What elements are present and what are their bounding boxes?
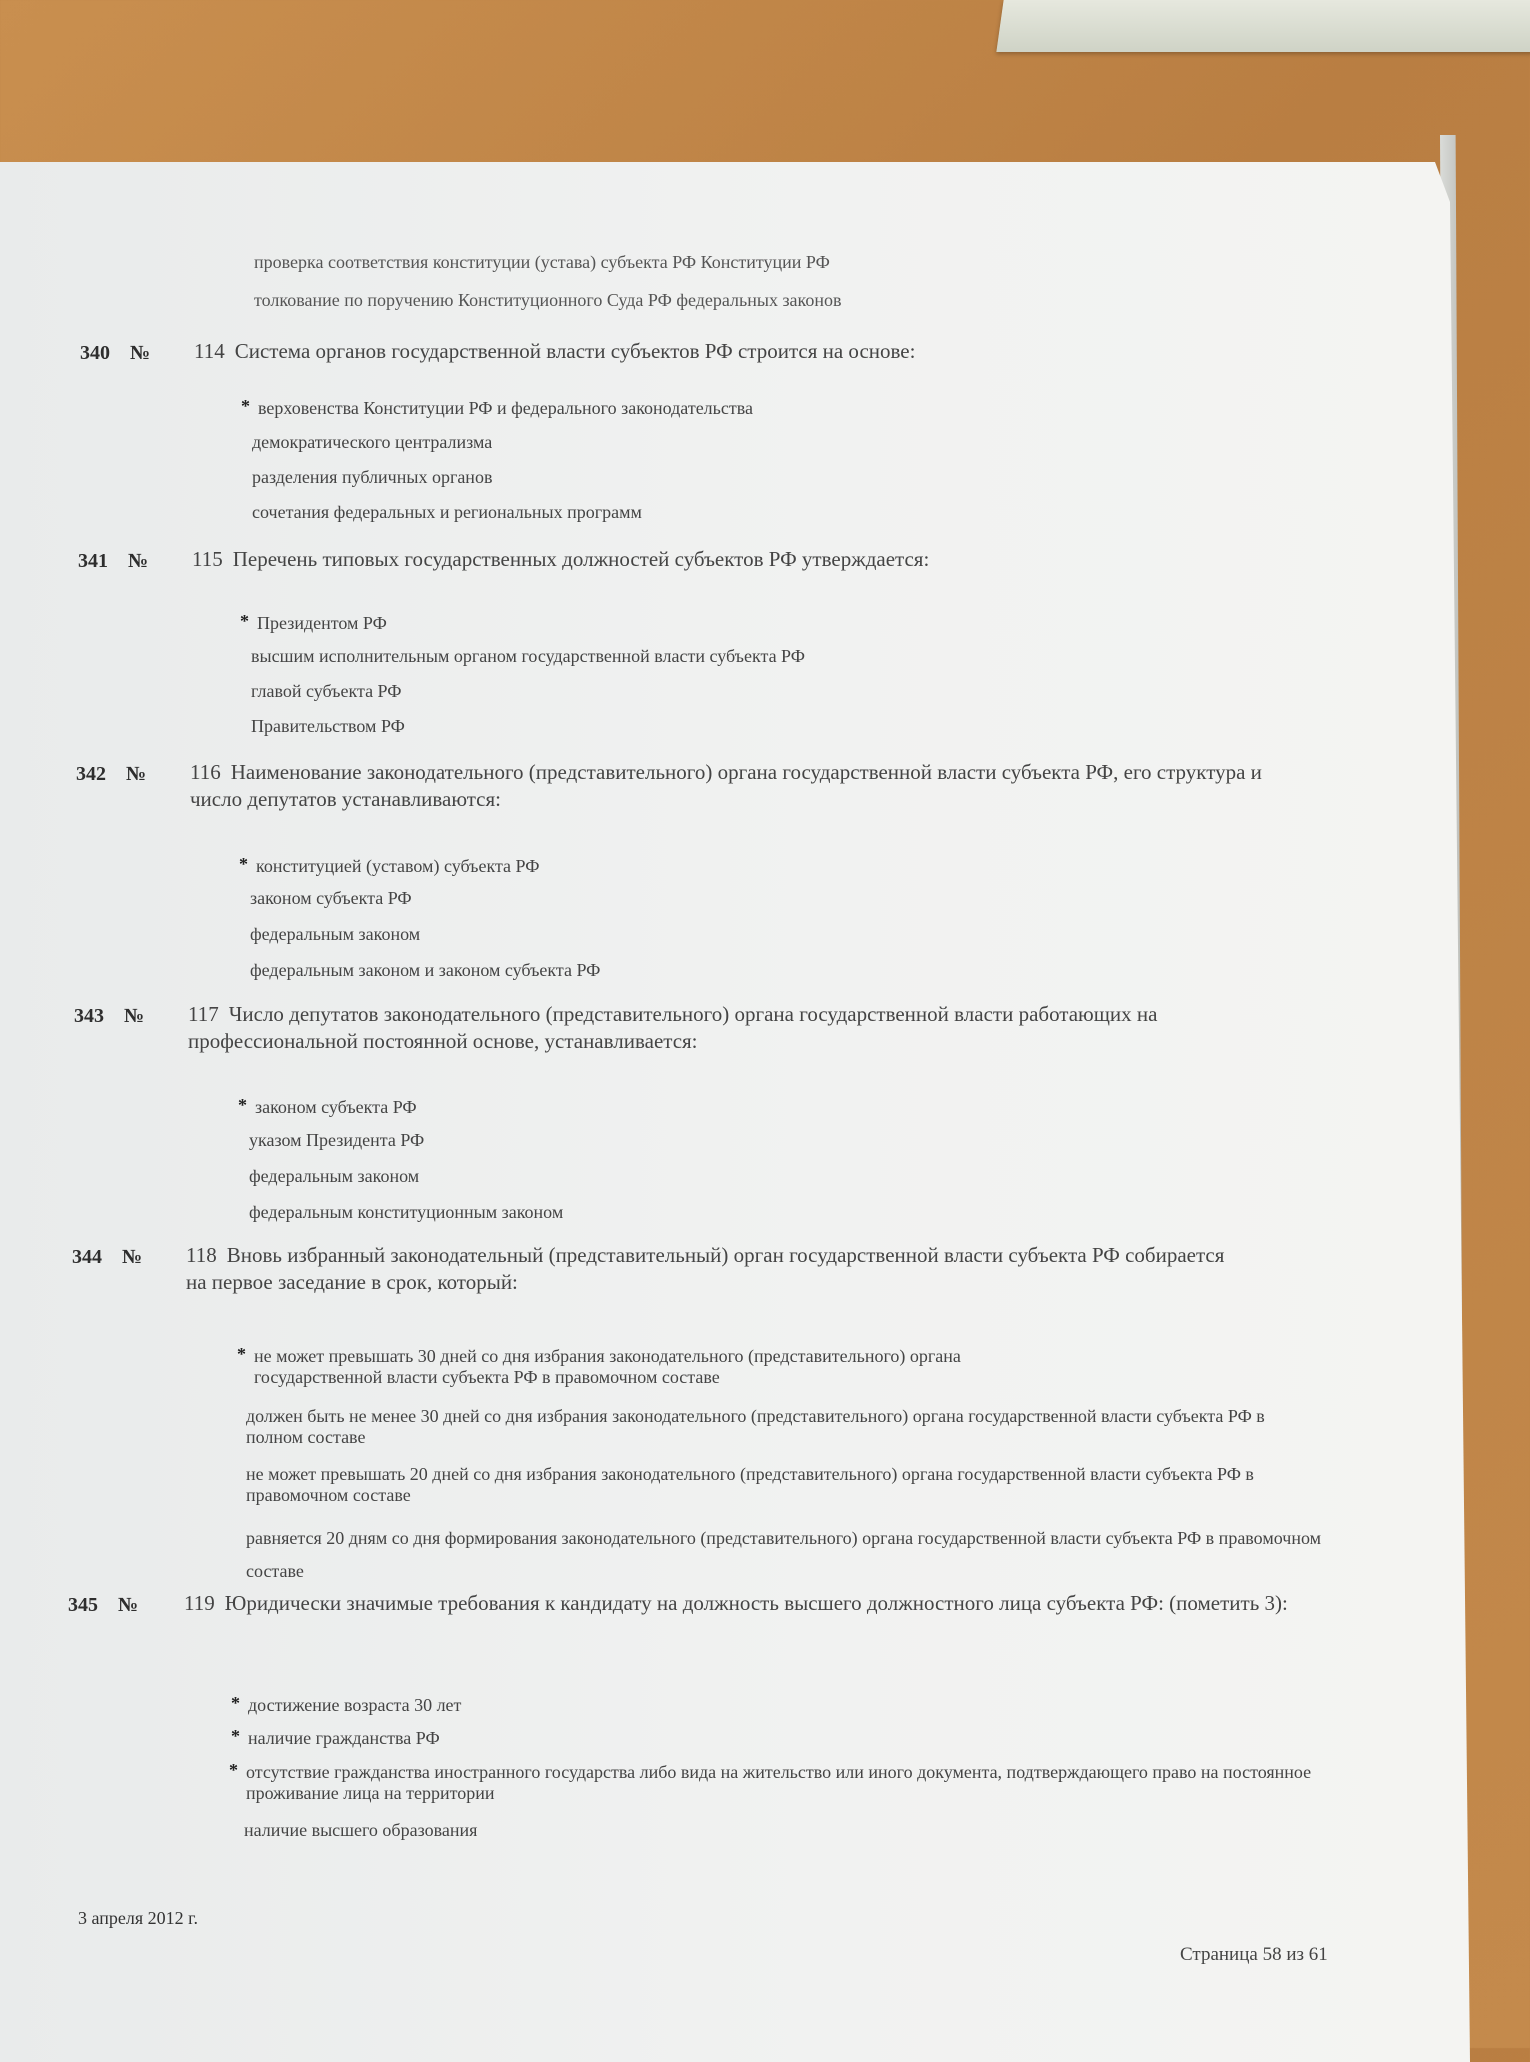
answer-option-correct: * не может превышать 30 дней со дня избрания законодательного (представительного) органа государственной власти субъекта РФ в правомочном составе	[237, 1344, 961, 1387]
correct-marker: *	[231, 1693, 240, 1713]
answer-option: высшим исполнительным органом государственной власти субъекта РФ	[251, 646, 805, 666]
answer-option: наличие высшего образования	[244, 1820, 478, 1840]
question-number: 344 №	[72, 1246, 143, 1268]
question-number: 345 №	[68, 1594, 139, 1616]
prev-option-1: проверка соответствия конституции (устава) субъекта РФ Конституции РФ	[254, 252, 830, 272]
answer-option: демократического централизма	[252, 432, 493, 452]
answer-option: главой субъекта РФ	[251, 681, 402, 701]
correct-marker: *	[240, 611, 249, 631]
answer-option: федеральным конституционным законом	[249, 1202, 564, 1222]
answer-option: федеральным законом	[249, 1166, 420, 1186]
prev-option-2: толкование по поручению Конституционного Суда РФ федеральных законов	[254, 290, 842, 310]
question-number: 342 №	[76, 763, 147, 785]
footer-date: 3 апреля 2012 г.	[78, 1908, 198, 1928]
answer-option-correct: * достижение возраста 30 лет	[231, 1693, 462, 1715]
question-number: 340 №	[80, 342, 151, 364]
background-book	[996, 0, 1530, 52]
question-text: 114 Система органов государственной власти субъектов РФ строится на основе:	[194, 339, 916, 363]
answer-option-correct: * отсутствие гражданства иностранного государства либо вида на жительство или иного документа, подтверждающего право на постоянное проживание лица на территории	[229, 1760, 1312, 1803]
answer-option: должен быть не менее 30 дней со дня избрания законодательного (представительного) органа государственной власти субъекта РФ в полном составе	[246, 1406, 1265, 1447]
answer-option: разделения публичных органов	[252, 467, 493, 487]
question-text: 117 Число депутатов законодательного (представительного) органа государственной власти работающих на профессиональной постоянной основе, устанавливается:	[188, 1002, 1158, 1053]
answer-option: не может превышать 20 дней со дня избрания законодательного (представительного) органа государственной власти субъекта РФ в правомочном составе	[246, 1464, 1254, 1505]
answer-option: федеральным законом	[250, 924, 421, 944]
answer-option: Правительством РФ	[251, 716, 405, 736]
correct-marker: *	[241, 396, 250, 416]
answer-option-correct: * законом субъекта РФ	[238, 1095, 417, 1117]
question-number: 343 №	[74, 1005, 145, 1027]
answer-option: указом Президента РФ	[249, 1130, 425, 1150]
answer-option-correct: * Президентом РФ	[240, 611, 387, 633]
question-text: 116 Наименование законодательного (представительного) органа государственной власти субъекта РФ, его структура и число депутатов устанавливаются:	[190, 760, 1262, 811]
answer-option-correct: * верховенства Конституции РФ и федерального законодательства	[241, 396, 753, 418]
correct-marker: *	[239, 854, 248, 874]
correct-marker: *	[237, 1344, 246, 1364]
footer-page-number: Страница 58 из 61	[1180, 1944, 1328, 1965]
answer-option-correct: * конституцией (уставом) субъекта РФ	[239, 854, 540, 876]
answer-option-correct: * наличие гражданства РФ	[231, 1726, 440, 1748]
document-page	[0, 162, 1440, 2048]
answer-option: законом субъекта РФ	[250, 888, 412, 908]
correct-marker: *	[238, 1095, 247, 1115]
answer-option: федеральным законом и законом субъекта РФ	[250, 960, 601, 980]
answer-option: сочетания федеральных и региональных программ	[252, 502, 642, 522]
question-number: 341 №	[78, 550, 149, 572]
answer-option: равняется 20 дням со дня формирования законодательного (представительного) органа государственной власти субъекта РФ в правомочном составе	[246, 1528, 1321, 1581]
question-text: 119 Юридически значимые требования к кандидату на должность высшего должностного лица субъекта РФ: (пометить 3):	[184, 1591, 1288, 1615]
correct-marker: *	[231, 1726, 240, 1746]
question-text: 115 Перечень типовых государственных должностей субъектов РФ утверждается:	[192, 547, 930, 571]
question-text: 118 Вновь избранный законодательный (представительный) орган государственной власти субъекта РФ собирается на первое заседание в срок, который:	[186, 1243, 1225, 1294]
correct-marker: *	[229, 1760, 238, 1780]
